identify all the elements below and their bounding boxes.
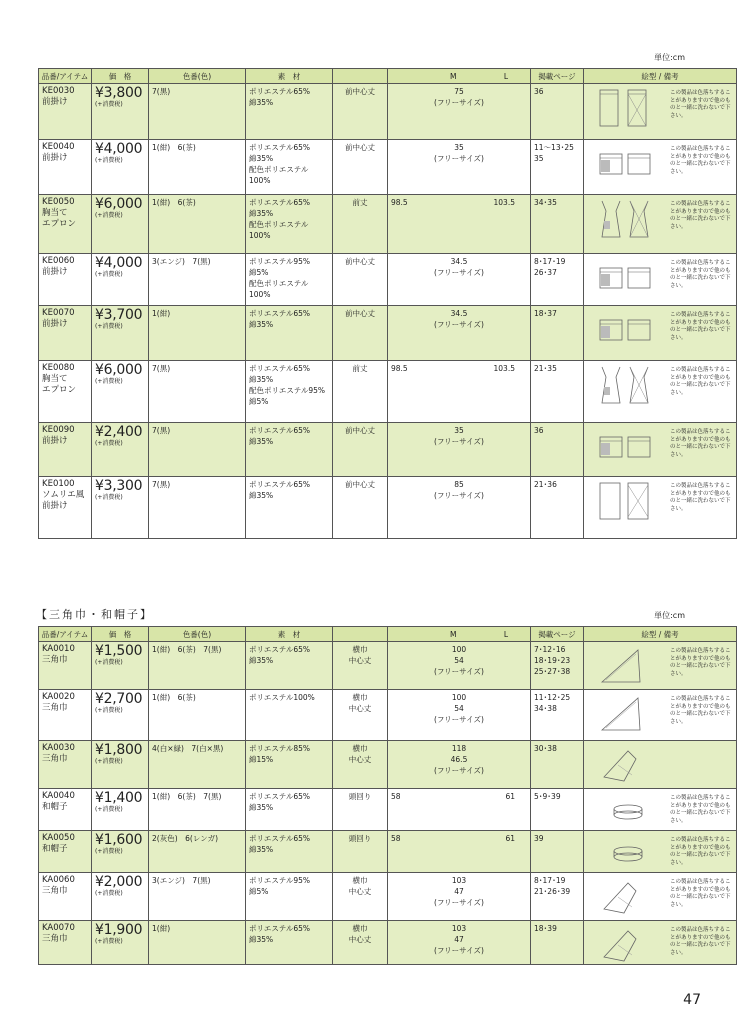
size-cell: 118 46.5 (フリーサイズ) [388, 741, 531, 789]
price: ¥1,500 [95, 643, 143, 659]
table-row [39, 477, 737, 539]
hat-table [38, 626, 737, 965]
material-cell: ポリエステル65% 綿35% [246, 306, 333, 361]
table-row [39, 642, 737, 690]
price-cell [92, 306, 149, 361]
price: ¥3,300 [95, 478, 143, 494]
shape-cell [584, 690, 737, 741]
table-row [39, 306, 737, 361]
pages-cell: 8･17･19 21･26･39 [531, 873, 584, 921]
shape-cell [584, 140, 737, 195]
cap-icon [598, 835, 658, 875]
section-title: 【三角巾・和帽子】 [36, 608, 153, 621]
header-shape: 絵型 / 備考 [584, 69, 737, 84]
color-cell: 1(紺) 6(茶) 7(黒) [149, 642, 246, 690]
material-cell: ポリエステル65% 綿35% 配色ポリエステル95% 綿5% [246, 361, 333, 423]
unit-label-2: 単位:cm [654, 611, 685, 620]
pages-cell: 34･35 [531, 195, 584, 254]
size-cell: 58 61 [388, 831, 531, 873]
material-cell: ポリエステル65% 綿35% [246, 423, 333, 477]
price-cell [92, 741, 149, 789]
item-cell [39, 642, 92, 690]
size-cell: 100 54 (フリーサイズ) [388, 690, 531, 741]
tax-note: (+消費税) [95, 659, 123, 666]
table-row [39, 423, 737, 477]
price: ¥2,700 [95, 691, 143, 707]
measure-cell: 頭回り [333, 831, 388, 873]
header-item: 品番/アイテム [39, 627, 92, 642]
item-code: KE0050 [42, 197, 75, 207]
item-name: 前掛け [42, 267, 68, 277]
tax-note: (+消費税) [95, 271, 123, 278]
shape-cell [584, 423, 737, 477]
care-note: この製品は色落ちすることがありますので他のものと一緒に洗わないで下さい。 [670, 795, 731, 824]
pages-cell: 21･36 [531, 477, 584, 539]
material-cell: ポリエステル85% 綿15% [246, 741, 333, 789]
shape-cell [584, 741, 737, 789]
color-cell: 7(黒) [149, 361, 246, 423]
tax-note: (+消費税) [95, 157, 123, 164]
color-cell: 1(紺) [149, 921, 246, 965]
pages-cell: 11～13･25 35 [531, 140, 584, 195]
header-item: 品番/アイテム [39, 69, 92, 84]
table-row [39, 254, 737, 306]
unit-label: 単位:cm [654, 53, 685, 62]
price: ¥1,600 [95, 832, 143, 848]
material-cell: ポリエステル65% 綿35% 配色ポリエステル100% [246, 195, 333, 254]
long-apron-icon [598, 481, 658, 521]
item-cell [39, 831, 92, 873]
price-cell [92, 831, 149, 873]
item-code: KA0040 [42, 791, 75, 801]
size-cell: 103 47 (フリーサイズ) [388, 921, 531, 965]
item-code: KE0100 [42, 479, 75, 489]
size-cell: 34.5 (フリーサイズ) [388, 306, 531, 361]
header-shape: 絵型 / 備考 [584, 627, 737, 642]
item-name: 和帽子 [42, 844, 68, 854]
tax-note: (+消費税) [95, 890, 123, 897]
care-note: この製品は色落ちすることがありますので他のものと一緒に洗わないで下さい。 [670, 483, 731, 512]
item-code: KE0030 [42, 86, 75, 96]
item-cell [39, 84, 92, 140]
page-number: 47 [683, 992, 701, 1008]
item-name: 前掛け [42, 97, 68, 107]
item-name: 前掛け [42, 436, 68, 446]
material-cell: ポリエステル95% 綿5% [246, 873, 333, 921]
shape-cell [584, 477, 737, 539]
tax-note: (+消費税) [95, 707, 123, 714]
size-cell: 34.5 (フリーサイズ) [388, 254, 531, 306]
shape-cell [584, 254, 737, 306]
item-cell [39, 873, 92, 921]
apron-table [38, 68, 737, 539]
item-name: 三角巾 [42, 886, 68, 896]
item-name: 前掛け [42, 319, 68, 329]
item-cell [39, 254, 92, 306]
short-apron-icon [598, 427, 658, 467]
tax-note: (+消費税) [95, 323, 123, 330]
item-code: KA0050 [42, 833, 75, 843]
shape-cell [584, 642, 737, 690]
measure-cell: 前中心丈 [333, 477, 388, 539]
item-cell [39, 361, 92, 423]
price-cell [92, 789, 149, 831]
price-cell [92, 873, 149, 921]
item-name: 三角巾 [42, 655, 68, 665]
table-row [39, 873, 737, 921]
color-cell: 1(紺) 6(茶) [149, 690, 246, 741]
price-cell [92, 690, 149, 741]
care-note: この製品は色落ちすることがありますので他のものと一緒に洗わないで下さい。 [670, 367, 731, 396]
shape-cell [584, 195, 737, 254]
price: ¥6,000 [95, 196, 143, 212]
triangle-scarf-icon [598, 694, 658, 734]
care-note: この製品は色落ちすることがありますので他のものと一緒に洗わないで下さい。 [670, 312, 731, 341]
care-note: この製品は色落ちすることがありますので他のものと一緒に洗わないで下さい。 [670, 837, 731, 866]
header-size: M L [388, 69, 531, 84]
color-cell: 1(紺) [149, 306, 246, 361]
material-cell: ポリエステル65% 綿35% 配色ポリエステル100% [246, 140, 333, 195]
item-cell [39, 921, 92, 965]
measure-cell: 前中心丈 [333, 306, 388, 361]
item-code: KA0070 [42, 923, 75, 933]
measure-cell: 横巾 中心丈 [333, 921, 388, 965]
tied-scarf-icon [598, 745, 658, 785]
pages-cell: 11･12･25 34･38 [531, 690, 584, 741]
header-color: 色番(色) [149, 69, 246, 84]
table-row [39, 789, 737, 831]
pages-cell: 5･9･39 [531, 789, 584, 831]
item-cell [39, 306, 92, 361]
size-cell: 35 (フリーサイズ) [388, 423, 531, 477]
item-cell [39, 741, 92, 789]
material-cell: ポリエステル65% 綿35% [246, 84, 333, 140]
shape-cell [584, 306, 737, 361]
price: ¥1,400 [95, 790, 143, 806]
shape-cell [584, 84, 737, 140]
price: ¥1,800 [95, 742, 143, 758]
table-row [39, 195, 737, 254]
care-note: この製品は色落ちすることがありますので他のものと一緒に洗わないで下さい。 [670, 429, 731, 458]
item-cell [39, 195, 92, 254]
size-cell: 98.5 103.5 [388, 195, 531, 254]
item-code: KA0030 [42, 743, 75, 753]
material-cell: ポリエステル100% [246, 690, 333, 741]
price-cell [92, 84, 149, 140]
item-cell [39, 423, 92, 477]
measure-cell: 横巾 中心丈 [333, 690, 388, 741]
measure-cell: 前中心丈 [333, 84, 388, 140]
care-note: この製品は色落ちすることがありますので他のものと一緒に洗わないで下さい。 [670, 696, 731, 725]
material-cell: ポリエステル65% 綿35% [246, 477, 333, 539]
header-price: 価 格 [92, 627, 149, 642]
price: ¥2,000 [95, 874, 143, 890]
short-apron-icon [598, 144, 658, 184]
price: ¥3,800 [95, 85, 143, 101]
tax-note: (+消費税) [95, 758, 123, 765]
material-cell: ポリエステル65% 綿35% [246, 789, 333, 831]
item-cell [39, 477, 92, 539]
item-name: ソムリエ風 前掛け [42, 490, 85, 511]
pages-cell: 36 [531, 423, 584, 477]
short-apron-icon [598, 310, 658, 350]
color-cell: 2(灰色) 6(レンガ) [149, 831, 246, 873]
pages-cell: 8･17･19 26･37 [531, 254, 584, 306]
care-note: この製品は色落ちすることがありますので他のものと一緒に洗わないで下さい。 [670, 260, 731, 289]
measure-cell: 横巾 中心丈 [333, 642, 388, 690]
item-code: KE0040 [42, 142, 75, 152]
measure-cell: 横巾 中心丈 [333, 873, 388, 921]
material-cell: ポリエステル65% 綿35% [246, 642, 333, 690]
apron-table-header [39, 69, 737, 84]
care-note: この製品は色落ちすることがありますので他のものと一緒に洗わないで下さい。 [670, 879, 731, 908]
price: ¥4,000 [95, 141, 143, 157]
item-name: 胸当て エプロン [42, 208, 77, 229]
pages-cell: 36 [531, 84, 584, 140]
header-material: 素 材 [246, 627, 333, 642]
item-code: KE0080 [42, 363, 75, 373]
tied-scarf-icon [598, 877, 658, 917]
apron-front-icon [598, 88, 658, 128]
price-cell [92, 423, 149, 477]
material-cell: ポリエステル65% 綿35% [246, 831, 333, 873]
color-cell: 7(黒) [149, 477, 246, 539]
tax-note: (+消費税) [95, 101, 123, 108]
item-name: 三角巾 [42, 754, 68, 764]
table-row [39, 921, 737, 965]
care-note: この製品は色落ちすることがありますので他のものと一緒に洗わないで下さい。 [670, 648, 731, 677]
price: ¥1,900 [95, 922, 143, 938]
pages-cell: 21･35 [531, 361, 584, 423]
table-row [39, 831, 737, 873]
care-note: この製品は色落ちすることがありますので他のものと一緒に洗わないで下さい。 [670, 90, 731, 119]
bib-apron-icon [598, 365, 658, 405]
table-row [39, 84, 737, 140]
cap-icon [598, 793, 658, 833]
measure-cell: 頭回り [333, 789, 388, 831]
table-row [39, 361, 737, 423]
item-name: 三角巾 [42, 934, 68, 944]
price: ¥2,400 [95, 424, 143, 440]
color-cell: 7(黒) [149, 84, 246, 140]
shape-cell [584, 361, 737, 423]
color-cell: 3(エンジ) 7(黒) [149, 873, 246, 921]
item-code: KA0010 [42, 644, 75, 654]
material-cell: ポリエステル65% 綿35% [246, 921, 333, 965]
item-code: KA0060 [42, 875, 75, 885]
price-cell [92, 477, 149, 539]
item-cell [39, 690, 92, 741]
header-pages: 掲載ページ [531, 69, 584, 84]
header-measure [333, 69, 388, 84]
header-price: 価 格 [92, 69, 149, 84]
shape-cell [584, 789, 737, 831]
pages-cell: 30･38 [531, 741, 584, 789]
price-cell [92, 642, 149, 690]
color-cell: 7(黒) [149, 423, 246, 477]
item-code: KE0090 [42, 425, 75, 435]
table-row [39, 741, 737, 789]
header-measure [333, 627, 388, 642]
size-cell: 35 (フリーサイズ) [388, 140, 531, 195]
measure-cell: 前中心丈 [333, 140, 388, 195]
color-cell: 1(紺) 6(茶) 7(黒) [149, 789, 246, 831]
tax-note: (+消費税) [95, 378, 123, 385]
color-cell: 4(白×緑) 7(白×黒) [149, 741, 246, 789]
pages-cell: 18･37 [531, 306, 584, 361]
pages-cell: 39 [531, 831, 584, 873]
tax-note: (+消費税) [95, 212, 123, 219]
tax-note: (+消費税) [95, 848, 123, 855]
size-cell: 100 54 (フリーサイズ) [388, 642, 531, 690]
care-note: この製品は色落ちすることがありますので他のものと一緒に洗わないで下さい。 [670, 201, 731, 230]
header-color: 色番(色) [149, 627, 246, 642]
table-row [39, 140, 737, 195]
care-note: この製品は色落ちすることがありますので他のものと一緒に洗わないで下さい。 [670, 146, 731, 175]
hat-table-header [39, 627, 737, 642]
pages-cell: 7･12･16 18･19･23 25･27･38 [531, 642, 584, 690]
price-cell [92, 921, 149, 965]
material-cell: ポリエステル95% 綿5% 配色ポリエステル100% [246, 254, 333, 306]
measure-cell: 前中心丈 [333, 254, 388, 306]
item-code: KE0070 [42, 308, 75, 318]
header-size: M L [388, 627, 531, 642]
item-cell [39, 140, 92, 195]
item-cell [39, 789, 92, 831]
table-row [39, 690, 737, 741]
measure-cell: 前丈 [333, 195, 388, 254]
header-material: 素 材 [246, 69, 333, 84]
header-pages: 掲載ページ [531, 627, 584, 642]
triangle-scarf-icon [598, 646, 658, 686]
item-code: KA0020 [42, 692, 75, 702]
item-name: 胸当て エプロン [42, 374, 77, 395]
color-cell: 1(紺) 6(茶) [149, 195, 246, 254]
short-apron-icon [598, 258, 658, 298]
price-cell [92, 195, 149, 254]
item-name: 三角巾 [42, 703, 68, 713]
measure-cell: 前丈 [333, 361, 388, 423]
bib-apron-icon [598, 199, 658, 239]
tax-note: (+消費税) [95, 494, 123, 501]
measure-cell: 横巾 中心丈 [333, 741, 388, 789]
size-cell: 85 (フリーサイズ) [388, 477, 531, 539]
shape-cell [584, 873, 737, 921]
size-cell: 103 47 (フリーサイズ) [388, 873, 531, 921]
price: ¥3,700 [95, 307, 143, 323]
price-cell [92, 254, 149, 306]
measure-cell: 前中心丈 [333, 423, 388, 477]
care-note: この製品は色落ちすることがありますので他のものと一緒に洗わないで下さい。 [670, 927, 731, 956]
size-cell: 58 61 [388, 789, 531, 831]
item-name: 前掛け [42, 153, 68, 163]
tax-note: (+消費税) [95, 440, 123, 447]
color-cell: 3(エンジ) 7(黒) [149, 254, 246, 306]
shape-cell [584, 831, 737, 873]
item-code: KE0060 [42, 256, 75, 266]
tax-note: (+消費税) [95, 806, 123, 813]
item-name: 和帽子 [42, 802, 68, 812]
color-cell: 1(紺) 6(茶) [149, 140, 246, 195]
size-cell: 98.5 103.5 [388, 361, 531, 423]
tied-scarf-icon [598, 925, 658, 965]
size-cell: 75 (フリーサイズ) [388, 84, 531, 140]
price-cell [92, 140, 149, 195]
pages-cell: 18･39 [531, 921, 584, 965]
price-cell [92, 361, 149, 423]
price: ¥6,000 [95, 362, 143, 378]
tax-note: (+消費税) [95, 938, 123, 945]
price: ¥4,000 [95, 255, 143, 271]
shape-cell [584, 921, 737, 965]
